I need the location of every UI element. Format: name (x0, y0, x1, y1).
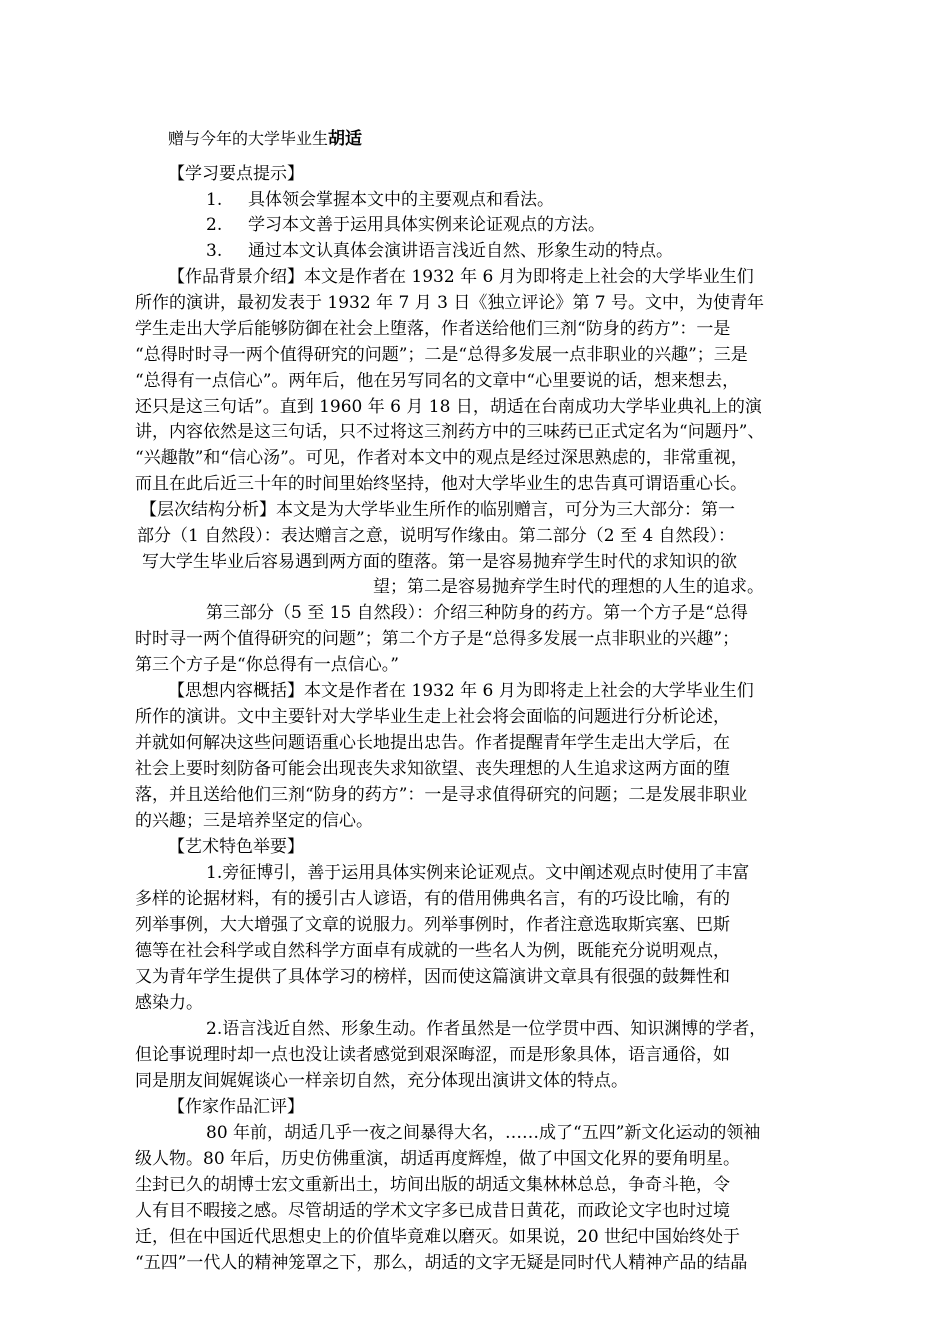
text-line: 时时寻一两个值得研究的问题”；第二个方子是“总得多发展一点非职业的兴趣”； (135, 629, 740, 649)
text-line: 望；第二是容易抛弃学生时代的理想的人生的追求。 (373, 577, 764, 597)
text-line: 尘封已久的胡博士宏文重新出土，坊间出版的胡适文集林林总总，争奇斗艳，令 (135, 1175, 730, 1195)
text-line: 【层次结构分析】本文是为大学毕业生所作的临别赠言，可分为三大部分：第一 (140, 500, 735, 520)
text-line: 同是朋友间娓娓谈心一样亲切自然，充分体现出演讲文体的特点。 (135, 1071, 628, 1091)
text-line: 列举事例，大大增强了文章的说服力。列举事例时，作者注意选取斯宾塞、巴斯 (135, 915, 730, 935)
text-line: 第三个方子是“你总得有一点信心。” (135, 655, 399, 675)
text-line: “总得有一点信心”。两年后，他在另写同名的文章中“心里要说的话，想来想去， (135, 371, 740, 391)
text-line: 落，并且送给他们三剂“防身的药方”：一是寻求值得研究的问题；二是发展非职业 (135, 785, 748, 805)
text-line: 但论事说理时却一点也没让读者感觉到艰深晦涩，而是形象具体，语言通俗，如 (135, 1045, 730, 1065)
text-line: 【学习要点提示】 (168, 164, 304, 184)
text-line: 1. (206, 190, 223, 210)
text-line: 第三部分（5 至 15 自然段）：介绍三种防身的药方。第一个方子是“总得 (206, 603, 748, 623)
text-line: 又为青年学生提供了具体学习的榜样，因而使这篇演讲文章具有很强的鼓舞性和 (135, 967, 730, 987)
text-line: 社会上要时刻防备可能会出现丧失求知欲望、丧失理想的人生追求这两方面的堕 (135, 759, 730, 779)
text-line: 2. (206, 215, 223, 235)
text-line: 讲，内容依然是这三句话，只不过将这三剂药方中的三味药已正式定名为“问题丹”、 (135, 422, 765, 442)
author-name: 胡适 (328, 129, 363, 149)
text-line: 人有目不暇接之感。尽管胡适的学术文字多已成昔日黄花，而政论文字也时过境 (135, 1201, 730, 1221)
text-line: “兴趣散”和“信心汤”。可见，作者对本文中的观点是经过深思熟虑的，非常重视， (135, 448, 748, 468)
text-line: 迁，但在中国近代思想史上的价值毕竟难以磨灭。如果说，20 世纪中国始终处于 (135, 1227, 741, 1247)
text-line: 【思想内容概括】本文是作者在 1932 年 6 月为即将走上社会的大学毕业生们 (168, 681, 754, 701)
text-line: 德等在社会科学或自然科学方面卓有成就的一些名人为例，既能充分说明观点， (135, 941, 730, 961)
text-line: 部分（1 自然段）：表达赠言之意，说明写作缘由。第二部分（2 至 4 自然段）： (137, 526, 736, 546)
text-line: 所作的演讲。文中主要针对大学毕业生走上社会将会面临的问题进行分析论述， (135, 707, 730, 727)
text-line: 3. (206, 241, 223, 261)
text-line: 写大学生毕业后容易遇到两方面的堕落。第一是容易抛弃学生时代的求知识的欲 (142, 552, 737, 572)
text-line: 所作的演讲，最初发表于 1932 年 7 月 3 日《独立评论》第 7 号。文中，为使青年 (135, 293, 764, 313)
text-line: “五四”一代人的精神笼罩之下，那么，胡适的文字无疑是同时代人精神产品的结晶 (135, 1253, 748, 1273)
text-line: 具体领会掌握本文中的主要观点和看法。 (248, 190, 554, 210)
text-line: “总得时时寻一两个值得研究的问题”；二是“总得多发展一点非职业的兴趣”；三是 (135, 345, 748, 365)
document-title (168, 128, 362, 150)
text-line: 感染力。 (135, 993, 203, 1013)
text-line: 级人物。80 年后，历史仿佛重演，胡适再度辉煌，做了中国文化界的要角明星。 (135, 1149, 741, 1169)
text-line: 还只是这三句话”。直到 1960 年 6 月 18 日，胡适在台南成功大学毕业典礼上的演 (135, 397, 762, 417)
text-line: 【艺术特色举要】 (168, 837, 304, 857)
text-line: 的兴趣；三是培养坚定的信心。 (135, 811, 373, 831)
text-line: 多样的论据材料，有的援引古人谚语，有的借用佛典名言，有的巧设比喻，有的 (135, 889, 730, 909)
title-text: 赠与今年的大学毕业生 (168, 129, 329, 148)
text-line: 【作品背景介绍】本文是作者在 1932 年 6 月为即将走上社会的大学毕业生们 (168, 267, 754, 287)
text-line: 学生走出大学后能够防御在社会上堕落，作者送给他们三剂“防身的药方”：一是 (135, 319, 731, 339)
text-line: 80 年前，胡适几乎一夜之间暴得大名，……成了“五四”新文化运动的领袖 (206, 1123, 761, 1143)
text-line: 并就如何解决这些问题语重心长地提出忠告。作者提醒青年学生走出大学后，在 (135, 733, 730, 753)
text-line: 2.语言浅近自然、形象生动。作者虽然是一位学贯中西、知识渊博的学者， (206, 1019, 767, 1039)
text-line: 通过本文认真体会演讲语言浅近自然、形象生动的特点。 (248, 241, 673, 261)
text-line: 学习本文善于运用具体实例来论证观点的方法。 (248, 215, 605, 235)
text-line: 1.旁征博引，善于运用具体实例来论证观点。文中阐述观点时使用了丰富 (206, 863, 750, 883)
text-line: 而且在此后近三十年的时间里始终坚持，他对大学毕业生的忠告真可谓语重心长。 (135, 474, 747, 494)
text-line: 【作家作品汇评】 (168, 1097, 304, 1117)
